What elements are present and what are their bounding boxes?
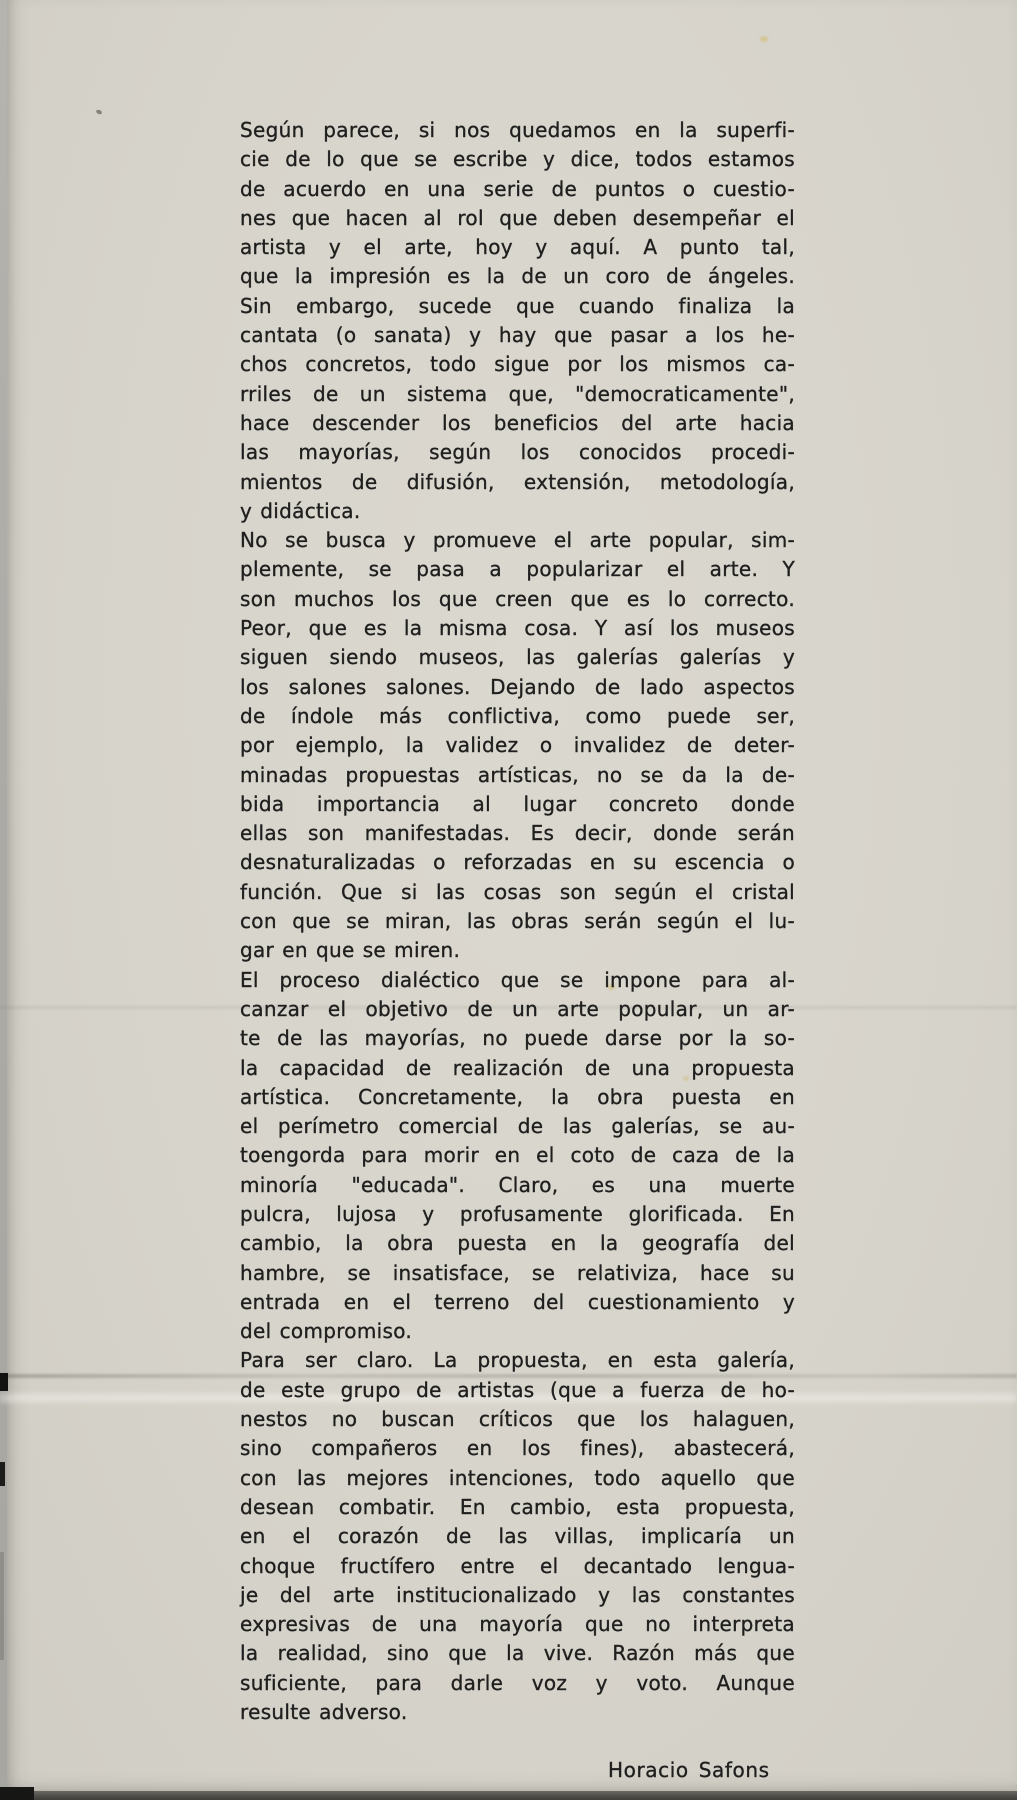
text-line: bida importancia al lugar concreto donde: [240, 791, 795, 816]
text-line: función. Que si las cosas son según el cristal: [240, 879, 795, 904]
text-line: de acuerdo en una serie de puntos o cuestio-: [240, 176, 795, 201]
text-line: Peor, que es la misma cosa. Y así los museos: [240, 616, 795, 641]
text-line: canzar el objetivo de un arte popular, un ar-: [240, 996, 795, 1021]
text-line: de índole más conflictiva, como puede ser,: [240, 703, 795, 728]
text-line: la realidad, sino que la vive. Razón más que: [240, 1641, 795, 1666]
text-line: hace descender los beneficios del arte hacia: [240, 410, 795, 435]
text-line: entrada en el terreno del cuestionamiento y: [240, 1289, 795, 1314]
text-line: nes que hacen al rol que deben desempeñar el: [240, 205, 795, 230]
text-line: artista y el arte, hoy y aquí. A punto tal,: [240, 235, 795, 260]
text-line: resulte adverso.: [240, 1700, 408, 1725]
text-line: plemente, se pasa a popularizar el arte. Y: [240, 557, 795, 582]
scan-corner-mark: [0, 1787, 34, 1800]
text-line: te de las mayorías, no puede darse por la so-: [240, 1026, 795, 1051]
text-line: choque fructífero entre el decantado lengua-: [240, 1553, 795, 1578]
text-line: ellas son manifestadas. Es decir, donde serán: [240, 821, 795, 846]
text-line: siguen siendo museos, las galerías galerías y: [240, 645, 795, 670]
text-line: la capacidad de realización de una propuesta: [240, 1055, 795, 1080]
text-line: por ejemplo, la validez o invalidez de deter-: [240, 733, 795, 758]
text-line: minadas propuestas artísticas, no se da la de-: [240, 762, 795, 787]
text-line: de este grupo de artistas (que a fuerza de ho-: [240, 1377, 795, 1402]
text-line: El proceso dialéctico que se impone para al-: [240, 967, 795, 992]
text-line: mientos de difusión, extensión, metodología,: [240, 469, 795, 494]
text-line: con que se miran, las obras serán según el lu-: [240, 909, 795, 934]
text-line: desnaturalizadas o reforzadas en su escencia o: [240, 850, 795, 875]
text-line: sino compañeros en los fines), abastecerá,: [240, 1436, 795, 1461]
text-line: artística. Concretamente, la obra puesta en: [240, 1084, 795, 1109]
text-line: cambio, la obra puesta en la geografía del: [240, 1231, 795, 1256]
text-line: los salones salones. Dejando de lado aspectos: [240, 674, 795, 699]
text-line: Sin embargo, sucede que cuando finaliza la: [240, 293, 795, 318]
text-line: chos concretos, todo sigue por los mismos ca-: [240, 352, 795, 377]
scanner-bottom-band: [0, 1791, 1017, 1800]
text-line: No se busca y promueve el arte popular, sim-: [240, 528, 795, 553]
text-line: Según parece, si nos quedamos en la superfi-: [240, 118, 795, 142]
text-line: Para ser claro. La propuesta, en esta galería,: [240, 1348, 795, 1373]
text-line: gar en que se miren.: [240, 938, 461, 963]
text-line: del compromiso.: [240, 1319, 413, 1344]
text-line: cie de lo que se escribe y dice, todos estamos: [240, 147, 795, 172]
signature: Horacio Safons: [608, 1758, 770, 1782]
text-line: je del arte institucionalizado y las constantes: [240, 1582, 795, 1607]
text-line: que la impresión es la de un coro de ángeles.: [240, 264, 795, 289]
text-line: en el corazón de las villas, implicaría un: [240, 1524, 795, 1549]
text-line: desean combatir. En cambio, esta propuesta,: [240, 1494, 795, 1519]
text-line: las mayorías, según los conocidos procedi-: [240, 440, 795, 465]
text-line: nestos no buscan críticos que los halaguen,: [240, 1407, 795, 1432]
scanner-edge-strip: [0, 0, 7, 1800]
body-text: [240, 116, 795, 1727]
text-line: cantata (o sanata) y hay que pasar a los he-: [240, 323, 795, 348]
text-line: minoría "educada". Claro, es una muerte: [240, 1172, 795, 1197]
text-line: el perímetro comercial de las galerías, se au-: [240, 1114, 795, 1139]
text-line: y didáctica.: [240, 498, 361, 523]
text-line: son muchos los que creen que es lo correcto.: [240, 586, 795, 611]
text-line: rriles de un sistema que, "democraticamente",: [240, 381, 795, 406]
text-line: con las mejores intenciones, todo aquello que: [240, 1465, 795, 1490]
text-line: toengorda para morir en el coto de caza de la: [240, 1143, 795, 1168]
text-line: suficiente, para darle voz y voto. Aunque: [240, 1670, 795, 1695]
text-line: pulcra, lujosa y profusamente glorificada. En: [240, 1201, 795, 1226]
text-line: expresivas de una mayoría que no interpreta: [240, 1612, 795, 1637]
text-line: hambre, se insatisface, se relativiza, hace su: [240, 1260, 795, 1285]
